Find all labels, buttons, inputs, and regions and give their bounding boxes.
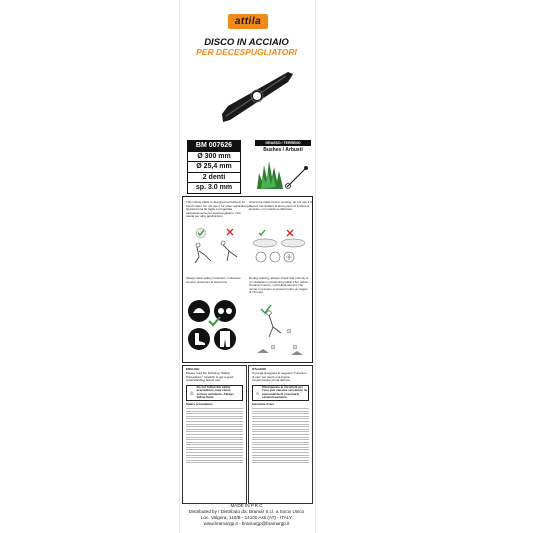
safety-intro-text: This cutting blade is designed exclusively for brush cutter. Do not use it for other applications. Questa lama da taglio è progettata esclusivamente per decespugliatore. Non usarla per altre applicazioni.: [186, 200, 250, 219]
product-subtitle: PER DECESPUGLIATORI: [196, 47, 297, 57]
warning-icon: [190, 388, 194, 398]
manual-english-warning: [186, 385, 243, 401]
footer-origin: MADE IN P.R.C: [230, 503, 263, 508]
safety-right-column: [249, 197, 313, 212]
safety-distance-illustration: [251, 303, 309, 357]
usage-label: Bushes / Arbusti: [263, 147, 303, 153]
brand-name: attila: [234, 16, 262, 27]
footer-distributor: Distributed by / Distributo da: Bramar S.r.l. a Socio Unico: [188, 509, 305, 514]
ppe-icons: [187, 297, 243, 355]
manual-italian-warning: [252, 385, 309, 401]
spec-bore: Ø 25,4 mm: [188, 161, 240, 172]
spec-teeth: 2 denti: [188, 172, 240, 183]
manual-english-section: Safety precautions: [186, 401, 213, 406]
manual-english-body: [183, 408, 246, 463]
product-title: DISCO IN ACCIAIO: [204, 37, 289, 48]
manual-english-intro: Please read the following "Safety Precautions" carefully to get a good understanding before use.: [186, 371, 234, 383]
footer-web: www.bramargp.it - bramargp@bramargp.it: [203, 521, 290, 526]
safety-distance-text: During working, always check that nobody or no obstacles is presenting within 15m radius. Durante il lavoro, controllare sempre che niente o nessuno si presenti entro un raggio di 15 metri.: [249, 276, 309, 295]
safety-left-column: [186, 197, 250, 219]
usage-tag: GRASSO / TERRENO: [255, 140, 311, 146]
safety-protector-text: Always wear safety protectors. Indossare sempre protezioni di sicurezza.: [186, 276, 241, 284]
manual-english-header: ENGLISH: [186, 367, 200, 371]
warning-icon: [256, 388, 259, 398]
footer-address: Loc. Valgera, 110/B - 14100 Asti (AT) - ITALY: [200, 515, 293, 520]
manual-english: [182, 365, 247, 504]
spec-thickness: sp. 3.0 mm: [188, 182, 240, 193]
safety-check-text: Check the blade before working, do not use it if flawed. Controllare la lama prima di iniziare a lavorare, non usarla se difettosa.: [249, 200, 312, 212]
spec-table: [187, 140, 241, 194]
blade-check-icons: [251, 225, 309, 265]
manual-italian: [248, 365, 313, 504]
manual-italian-header: ITALIANO: [252, 367, 266, 371]
spec-diameter: Ø 300 mm: [188, 151, 240, 162]
safety-panel: [182, 196, 313, 363]
usage-box: [255, 140, 311, 194]
manual-italian-section: Istruzioni d'uso: [252, 401, 275, 406]
manual-italian-body: [249, 408, 312, 463]
spec-code: BM 007626: [188, 141, 240, 151]
manual-italian-warning-text: Ottemperare le istruzioni per l'uso può causare seri danni. Si raccomanda di osservarle scrupolosamente.: [262, 384, 307, 400]
manual-italian-intro: Si prega di leggere le seguenti "Istruzioni di uso" per avere una buona comprensione prima dell'uso.: [252, 371, 307, 383]
manual-english-warning-text: Do not follow the safety precautions, may cause serious accidents. Always follow them.: [196, 384, 234, 400]
bushes-illustration: [255, 153, 311, 189]
steel-blade-image: [218, 64, 296, 130]
brand-logo: [228, 14, 268, 29]
brushcutter-usage-icons: [187, 225, 245, 265]
